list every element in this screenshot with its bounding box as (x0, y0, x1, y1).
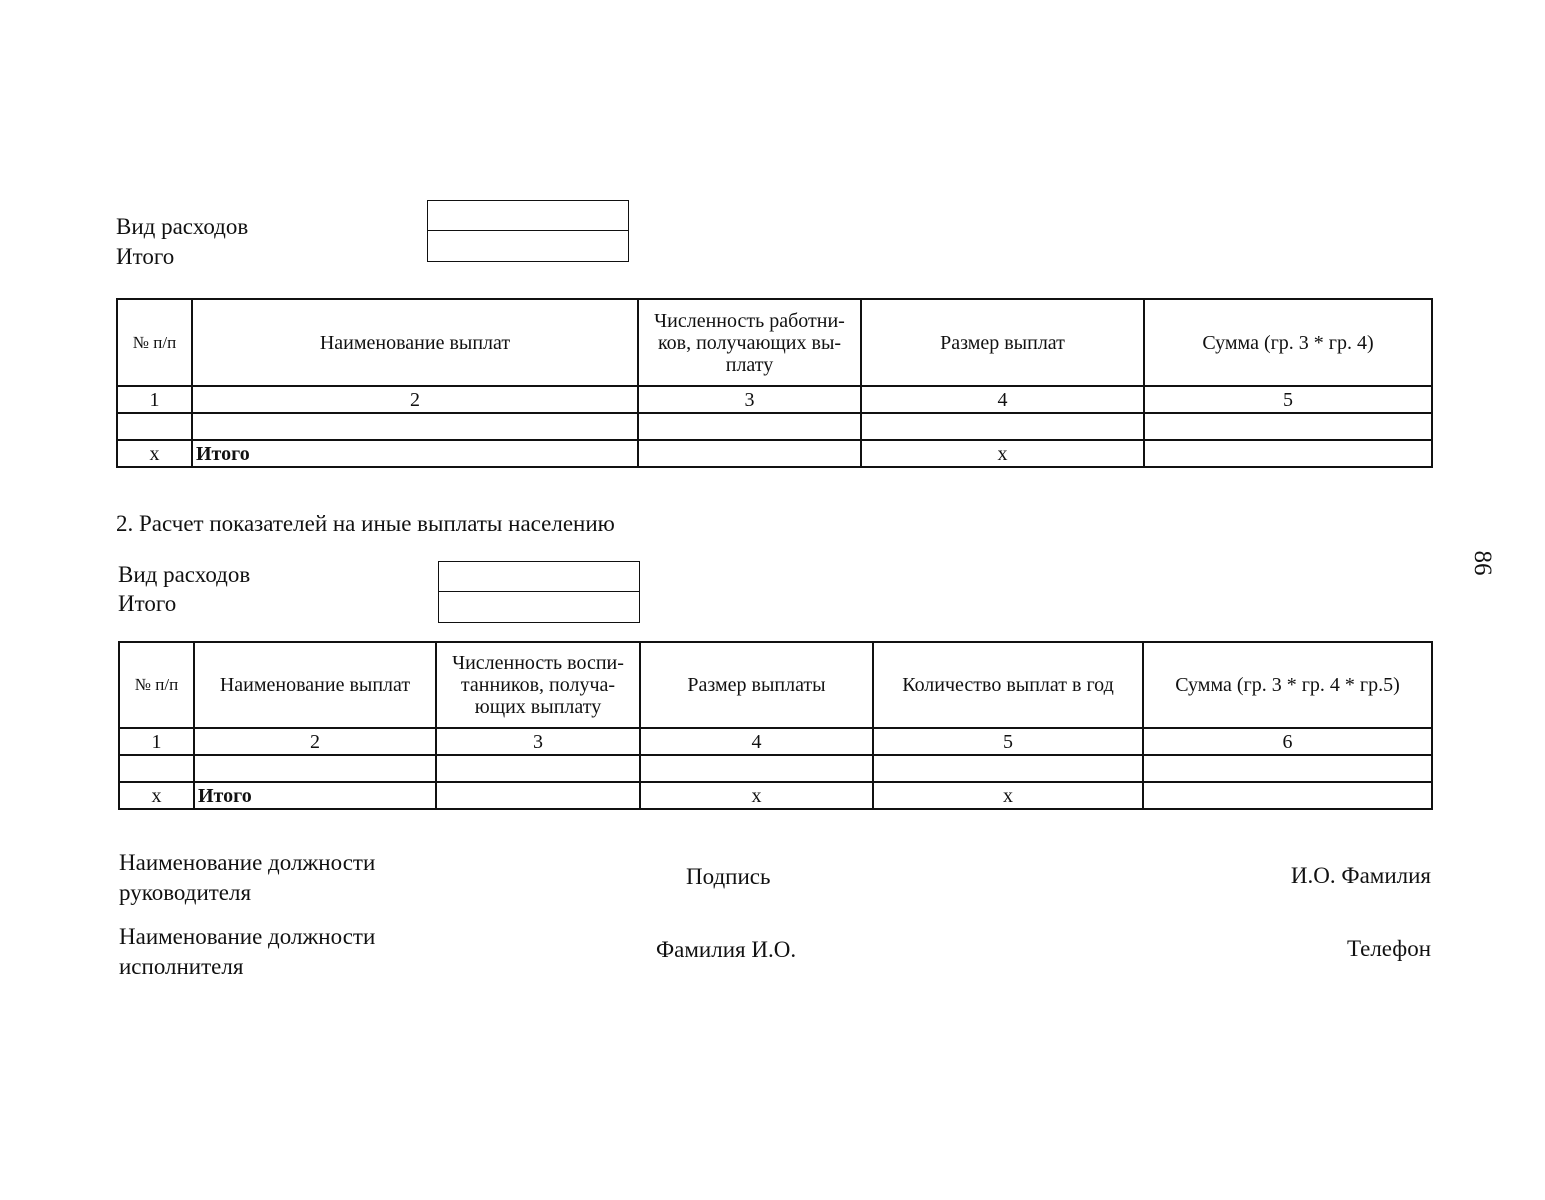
table-cell[interactable] (192, 413, 638, 440)
header-pupil-count: Численность воспи-танников, получа-ющих выплату (436, 642, 640, 728)
other-payments-table (118, 641, 1433, 810)
column-number: 1 (117, 386, 192, 413)
column-number: 2 (194, 728, 436, 755)
expense-type-label: Вид расходов (118, 562, 251, 587)
table-cell[interactable] (1144, 440, 1432, 467)
executor-name-label: Фамилия И.О. (656, 937, 797, 962)
expense-type-field[interactable] (428, 201, 628, 231)
head-position-line: руководителя (119, 880, 252, 905)
total-field[interactable] (428, 231, 628, 261)
expense-type-label: Вид расходов (116, 214, 249, 239)
header-number: № п/п (117, 299, 192, 386)
executor-position-line: Наименование должности (119, 924, 376, 949)
page-number: 86 (1469, 550, 1496, 576)
column-number: 4 (861, 386, 1144, 413)
table-cell[interactable] (873, 755, 1143, 782)
header-payment-name: Наименование выплат (194, 642, 436, 728)
column-number: 3 (436, 728, 640, 755)
total-label: Итого (116, 244, 175, 269)
executor-position-line: исполнителя (119, 954, 244, 979)
column-number: 5 (873, 728, 1143, 755)
total-field[interactable] (439, 592, 639, 622)
expense-type-field[interactable] (439, 562, 639, 592)
header-payment-name: Наименование выплат (192, 299, 638, 386)
table-cell[interactable] (861, 413, 1144, 440)
column-number: 3 (638, 386, 861, 413)
table-total-row (117, 440, 1432, 467)
table-cell[interactable] (119, 755, 194, 782)
table-cell: х (640, 782, 873, 809)
table-row (119, 755, 1432, 782)
table-cell[interactable] (638, 440, 861, 467)
table-cell[interactable] (117, 413, 192, 440)
table-cell: х (873, 782, 1143, 809)
table-cell[interactable] (436, 755, 640, 782)
header-payment-size: Размер выплаты (640, 642, 873, 728)
table-cell: х (119, 782, 194, 809)
table-cell[interactable] (436, 782, 640, 809)
total-label: Итого (118, 591, 177, 616)
head-position-label (119, 848, 375, 908)
table-cell[interactable] (638, 413, 861, 440)
header-sum: Сумма (гр. 3 * гр. 4 * гр.5) (1143, 642, 1432, 728)
header-number: № п/п (119, 642, 194, 728)
column-number: 2 (192, 386, 638, 413)
header-employee-count: Численность работни-ков, получающих вы-плату (638, 299, 861, 386)
header-payments-per-year: Количество выплат в год (873, 642, 1143, 728)
table-row (117, 413, 1432, 440)
column-number: 6 (1143, 728, 1432, 755)
expense-type-box[interactable] (427, 200, 629, 262)
column-number: 5 (1144, 386, 1432, 413)
table-row (117, 386, 1432, 413)
head-position-line: Наименование должности (119, 850, 376, 875)
table-cell[interactable] (1143, 782, 1432, 809)
signature-label: Подпись (686, 864, 771, 889)
section-title: 2. Расчет показателей на иные выплаты населению (116, 511, 615, 536)
executor-position-label (119, 922, 375, 982)
table-cell[interactable] (1144, 413, 1432, 440)
column-number: 1 (119, 728, 194, 755)
table-cell[interactable] (640, 755, 873, 782)
table-cell[interactable] (1143, 755, 1432, 782)
total-row-label: Итого (192, 440, 638, 467)
head-name-label: И.О. Фамилия (1290, 863, 1431, 888)
table-header-row (119, 642, 1432, 728)
table-row (119, 728, 1432, 755)
header-sum: Сумма (гр. 3 * гр. 4) (1144, 299, 1432, 386)
table-cell: х (117, 440, 192, 467)
table-cell: х (861, 440, 1144, 467)
payments-table (116, 298, 1433, 468)
column-number: 4 (640, 728, 873, 755)
header-payment-size: Размер выплат (861, 299, 1144, 386)
table-cell[interactable] (194, 755, 436, 782)
phone-label: Телефон (1346, 936, 1431, 961)
expense-type-box[interactable] (438, 561, 640, 623)
table-header-row (117, 299, 1432, 386)
table-total-row (119, 782, 1432, 809)
total-row-label: Итого (194, 782, 436, 809)
